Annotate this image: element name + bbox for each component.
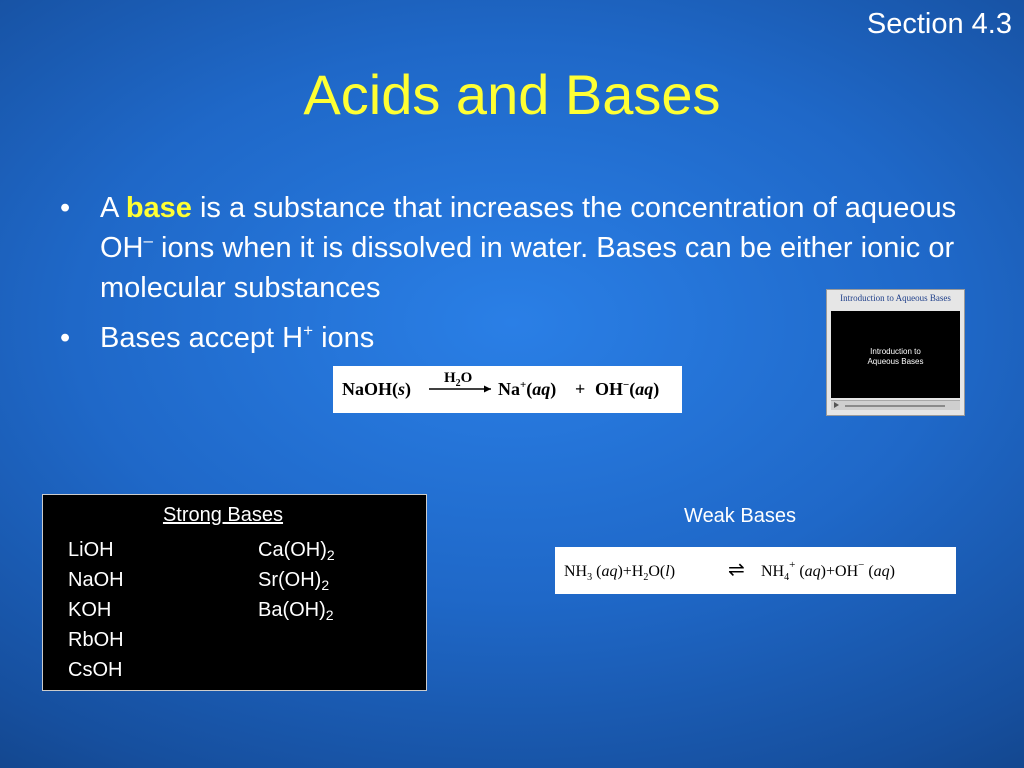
strong-base-item: KOH	[68, 599, 112, 621]
svg-text:OH−(aq): OH−(aq)	[595, 379, 660, 399]
svg-text:+: +	[575, 379, 586, 399]
strong-base-item: LiOH	[68, 539, 114, 561]
bullet-item-accept-h: • Bases accept H+ ions	[60, 318, 970, 358]
slide-title: Acids and Bases	[303, 63, 721, 126]
strong-bases-right-column	[258, 535, 335, 625]
strong-base-item: $Ca(OH)_2$	[258, 539, 335, 563]
naoh-dissociation-equation	[333, 366, 682, 413]
ammonia-equilibrium-equation	[555, 547, 956, 594]
video-progress-track[interactable]	[845, 405, 945, 407]
svg-text:Na+(aq): Na+(aq)	[498, 379, 557, 399]
video-thumbnail[interactable]	[826, 289, 965, 416]
svg-text:NaOH(s): NaOH(s)	[342, 379, 412, 399]
weak-bases-label: Weak Bases	[684, 505, 796, 527]
video-caption: Introduction to Aqueous Bases	[867, 347, 924, 366]
video-header: Introduction to Aqueous Bases	[840, 293, 951, 303]
strong-base-item: $Sr(OH)_2$	[258, 569, 330, 593]
svg-text:H2O: $H_2O$	[444, 370, 473, 389]
strong-base-item: NaOH	[68, 569, 124, 591]
strong-bases-title: Strong Bases	[162, 504, 284, 526]
strong-base-item: CsOH	[68, 659, 123, 681]
section-label: Section 4.3	[866, 8, 1012, 40]
svg-text:NH4+ (aq)+OH− (aq): $NH_4^+$ (aq)+OH− (aq)	[761, 559, 895, 583]
naoh-equation-graphic	[333, 366, 682, 413]
ammonia-equation-graphic	[555, 547, 956, 594]
bullet-dot-icon: •	[60, 322, 71, 354]
term-base: base	[125, 192, 192, 224]
strong-base-item: RbOH	[68, 629, 124, 651]
bullet-dot-icon: •	[60, 192, 71, 224]
video-screen[interactable]	[831, 311, 960, 398]
play-icon[interactable]	[834, 402, 839, 408]
strong-base-item: $Ba(OH)_2$	[258, 599, 334, 623]
equilibrium-arrow-icon: ⇌	[728, 559, 745, 581]
bullet-item-base-definition: • A base is a substance that increases the concentration of aqueous OH– ions when it is dissolved in water. Bases can be either ionic or molecular substances	[60, 188, 970, 308]
svg-text:NH3 (aq)+H2O(l): $NH_3$ $(aq)+H_2O(l)$	[564, 563, 676, 583]
strong-bases-left-column	[68, 535, 124, 685]
strong-bases-table	[42, 494, 427, 691]
video-controls[interactable]	[831, 400, 960, 410]
